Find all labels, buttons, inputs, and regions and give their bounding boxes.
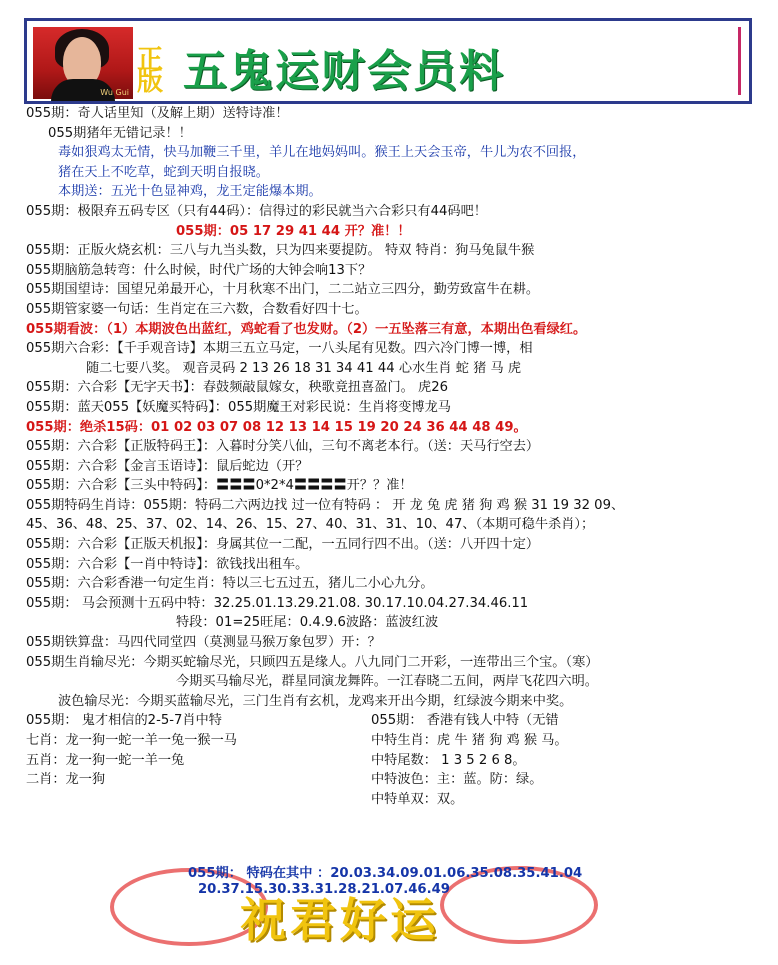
text-line: 055期：六合彩【三头中特码】：〓〓〓0*2*4〓〓〓〓开？？准！ bbox=[26, 478, 413, 494]
text-line: 055期看波：（1）本期波色出蓝红，鸡蛇看了也发财。（2）一五坠落三有意，本期出色看绿红。 bbox=[26, 321, 587, 337]
edition-label: 正版 bbox=[137, 45, 164, 97]
text-line: 猪在天上不吃草，蛇到天明自报晓。 bbox=[58, 164, 269, 180]
text-line: 055期：六合彩【正版特码王】：入暮时分笑八仙，三句不离老本行。（送：天马行空去） bbox=[26, 439, 540, 455]
text-line: 毒如狠鸡太无情，快马加鞭三千里，羊儿在地妈妈叫。猴王上天会玉帝，牛儿为农不回报， bbox=[58, 145, 586, 161]
page-title: 五鬼运财会员料 bbox=[183, 46, 505, 97]
left-column-text: 七肖：龙一狗一蛇一羊一兔一猴一马 bbox=[26, 733, 237, 748]
text-line: 055期生肖输尽光：今期买蛇输尽光，只顾四五是缘人。八九同门二开彩，一连带出三个宝。（寒） bbox=[26, 654, 599, 670]
text-line: 055期：六合彩【无字天书】：春鼓频敲鼠嫁女，秧歌竟扭喜盈门。 虎26 bbox=[26, 380, 448, 396]
good-luck-text: 祝君好运 bbox=[240, 893, 440, 947]
right-column-text: 中特尾数： 1 3 5 2 6 8。 bbox=[371, 752, 526, 768]
special-codes-line-2: 20.37.15.30.33.31.28.21.07.46.49 bbox=[198, 882, 450, 897]
text-line: 055期国望诗：国望兄弟最开心，十月秋寒不出门，二二站立三四分，勤劳致富牛在耕。 bbox=[26, 282, 540, 298]
text-line: 055期猪年无错记录！！ bbox=[48, 125, 192, 141]
content-body bbox=[26, 104, 768, 809]
text-line: 随二七要八奖。 观音灵码 2 13 26 18 31 34 41 44 心水生肖 蛇 猪 马 虎 bbox=[86, 360, 522, 376]
text-line: 055期脑筋急转弯：什么时候，时代广场的大钟会响13下？ bbox=[26, 262, 372, 278]
text-line: 波色输尽光：今期买蓝输尽光，三门生肖有玄机，龙鸡来开出今期，红绿波今期来中奖。 bbox=[58, 693, 573, 709]
header-banner bbox=[24, 18, 752, 104]
right-column-text: 中特单双：双。 bbox=[371, 791, 464, 807]
left-column-text: 五肖：龙一狗一蛇一羊一兔 bbox=[26, 752, 185, 768]
text-line: 055期： 马会预测十五码中特：32.25.01.13.29.21.08. 30.17.10.04.27.34.46.11 bbox=[26, 595, 529, 611]
portrait-photo bbox=[33, 27, 133, 99]
text-line: 055期：蓝天055【妖魔买特码】：055期魔王对彩民说：生肖将变博龙马 bbox=[26, 399, 451, 415]
two-column-row bbox=[26, 711, 768, 731]
two-column-row bbox=[26, 731, 768, 751]
text-line: 055期：六合彩【正版天机报】：身属其位一二配，一五同行四不出。（送：八开四十定） bbox=[26, 537, 540, 553]
portrait-signature: Wu Gui bbox=[100, 88, 129, 97]
text-line: 055期：05 17 29 41 44 开？准！！ bbox=[176, 223, 411, 239]
right-column-text: 055期： 香港有钱人中特（无错 bbox=[371, 713, 559, 729]
two-column-row bbox=[26, 770, 768, 790]
left-column-text: 二肖：龙一狗 bbox=[26, 772, 106, 788]
text-line: 45、36、48、25、37、02、14、26、15、27、40、31、31、10、47、（本期可稳牛杀肖）； bbox=[26, 517, 595, 533]
special-codes-line: 055期： 特码在其中 ：20.03.34.09.01.06.35.08.35.41.04 bbox=[188, 866, 583, 881]
right-column-text: 中特生肖：虎 牛 猪 狗 鸡 猴 马。 bbox=[371, 733, 568, 748]
text-line: 特段：01=25旺尾：0.4.9.6波路：蓝波红波 bbox=[176, 615, 439, 631]
text-line: 055期六合彩：【千手观音诗】本期三五立马定，一八头尾有见数。四六冷门博一博，相 bbox=[26, 341, 533, 357]
two-column-row bbox=[26, 790, 768, 810]
text-line: 055期：六合彩【一肖中特诗】：欲钱找出租车。 bbox=[26, 556, 309, 572]
text-line: 055期铁算盘：马四代同堂四（莫测显马猴万象包罗）开：？ bbox=[26, 635, 381, 651]
text-line: 今期买马输尽光，群星同演龙舞阵。一江春晓二五间，两岸飞花四六明。 bbox=[176, 674, 598, 690]
text-line: 055期：极限弃五码专区（只有44码）：信得过的彩民就当六合彩只有44码吧！ bbox=[26, 203, 487, 219]
text-line: 055期：奇人话里知（及解上期）送特诗准！ bbox=[26, 106, 289, 121]
left-column-text: 055期： 鬼才相信的2-5-7肖中特 bbox=[26, 713, 222, 729]
text-line: 055期：正版火烧玄机：三八与九当头数，只为四来要提防。 特双 特肖：狗马兔鼠牛猴 bbox=[26, 243, 535, 259]
text-line: 055期：六合彩【金言玉语诗】：鼠后蛇边（开？ bbox=[26, 458, 309, 474]
text-line: 本期送：五光十色显神鸡，龙王定能爆本期。 bbox=[58, 184, 322, 200]
text-line: 055期：六合彩香港一句定生肖：特以三七五过五，猪儿二小心九分。 bbox=[26, 576, 434, 592]
text-line: 055期管家婆一句话：生肖定在三六数，合数看好四十七。 bbox=[26, 301, 368, 317]
text-line: 055期特码生肖诗：055期：特码二六两边找 过一位有特码 ： 开 龙 兔 虎 猪 狗 鸡 猴 31 19 32 09、 bbox=[26, 497, 625, 513]
text-line: 055期：绝杀15码：01 02 03 07 08 12 13 14 15 19 20 24 36 44 48 49。 bbox=[26, 419, 527, 435]
footer bbox=[0, 858, 778, 965]
two-column-row bbox=[26, 751, 768, 771]
header-accent-line bbox=[738, 27, 741, 95]
right-column-text: 中特波色：主：蓝。防：绿。 bbox=[371, 772, 543, 788]
